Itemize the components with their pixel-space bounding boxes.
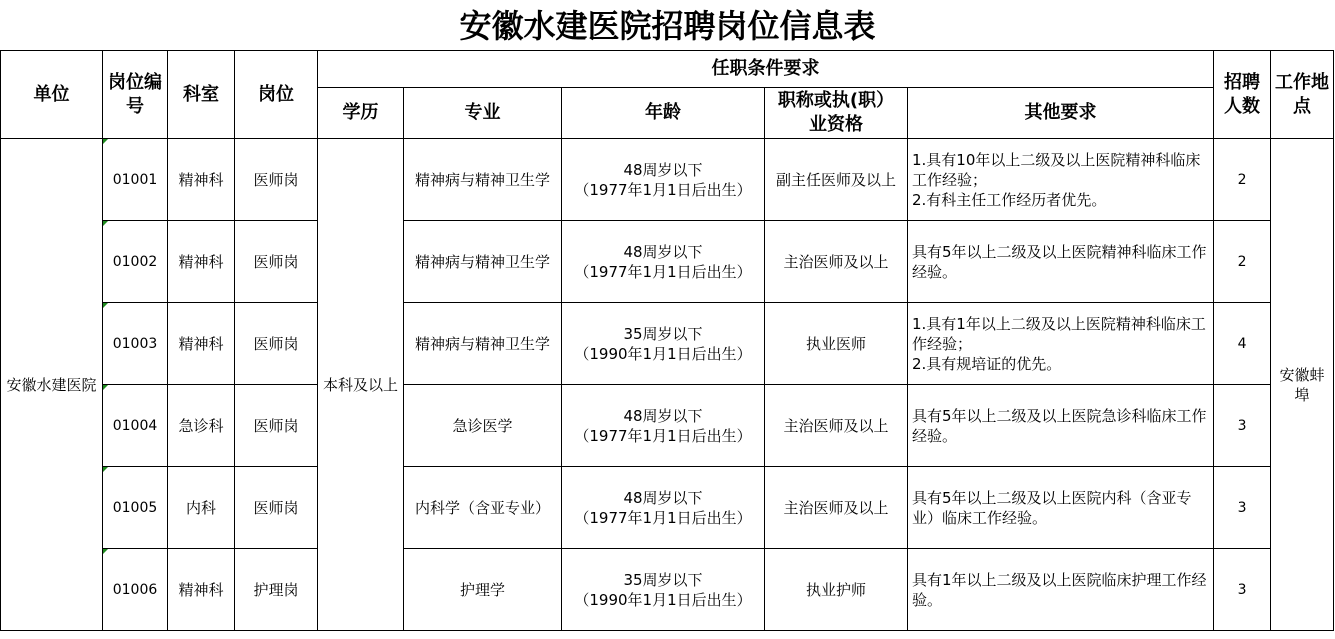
header-post: 岗位: [235, 51, 318, 139]
header-row-1: [1, 51, 1334, 88]
post-cell: 护理岗: [235, 549, 318, 631]
header-unit: 单位: [1, 51, 103, 139]
age-cell: [562, 303, 765, 385]
birth-date: （1977年1月1日后出生）: [574, 508, 752, 527]
dept-cell: 急诊科: [168, 385, 235, 467]
age-limit: 48周岁以下: [623, 242, 703, 261]
age-cell: [562, 139, 765, 221]
table-row: [1, 303, 1334, 385]
post-cell: 医师岗: [235, 303, 318, 385]
header-dept: 科室: [168, 51, 235, 139]
table-row: [1, 549, 1334, 631]
age-limit: 48周岁以下: [623, 406, 703, 425]
count-cell: 3: [1214, 385, 1271, 467]
post-cell: 医师岗: [235, 139, 318, 221]
header-qualification: 职称或执(职）业资格: [765, 88, 908, 139]
header-count: 招聘人数: [1214, 51, 1271, 139]
age-cell: [562, 549, 765, 631]
post-cell: 医师岗: [235, 385, 318, 467]
code-cell: 01001: [103, 139, 168, 221]
age-limit: 48周岁以下: [623, 160, 703, 179]
table-row: [1, 467, 1334, 549]
table-row: [1, 385, 1334, 467]
qualification-cell: 副主任医师及以上: [765, 139, 908, 221]
code-cell: 01004: [103, 385, 168, 467]
qualification-cell: 主治医师及以上: [765, 221, 908, 303]
birth-date: （1977年1月1日后出生）: [574, 262, 752, 281]
other-cell: [908, 549, 1214, 631]
code-cell: 01006: [103, 549, 168, 631]
header-education: 学历: [318, 88, 404, 139]
major-cell: 精神病与精神卫生学: [404, 303, 562, 385]
dept-cell: 精神科: [168, 221, 235, 303]
header-location: 工作地点: [1271, 51, 1334, 139]
other-req-2: 2.有科主任工作经历者优先。: [912, 190, 1107, 209]
age-limit: 35周岁以下: [623, 570, 703, 589]
dept-cell: 内科: [168, 467, 235, 549]
dept-cell: 精神科: [168, 303, 235, 385]
other-req-1: 具有1年以上二级及以上医院临床护理工作经验。: [912, 570, 1207, 609]
qualification-cell: 执业护师: [765, 549, 908, 631]
location-cell: 安徽蚌埠: [1271, 139, 1334, 631]
major-cell: 内科学（含亚专业）: [404, 467, 562, 549]
unit-cell: 安徽水建医院: [1, 139, 103, 631]
header-conditions: 任职条件要求: [318, 51, 1214, 88]
qualification-cell: 主治医师及以上: [765, 467, 908, 549]
count-cell: 2: [1214, 221, 1271, 303]
other-req-1: 具有5年以上二级及以上医院精神科临床工作经验。: [912, 242, 1207, 281]
other-req-1: 具有5年以上二级及以上医院急诊科临床工作经验。: [912, 406, 1207, 445]
post-cell: 医师岗: [235, 467, 318, 549]
other-cell: [908, 467, 1214, 549]
post-cell: 医师岗: [235, 221, 318, 303]
education-cell: 本科及以上: [318, 139, 404, 631]
other-cell: [908, 385, 1214, 467]
code-cell: 01005: [103, 467, 168, 549]
major-cell: 急诊医学: [404, 385, 562, 467]
other-req-1: 1.具有1年以上二级及以上医院精神科临床工作经验；: [912, 314, 1206, 353]
other-req-1: 具有5年以上二级及以上医院内科（含亚专业）临床工作经验。: [912, 488, 1192, 527]
major-cell: 精神病与精神卫生学: [404, 139, 562, 221]
header-other: 其他要求: [908, 88, 1214, 139]
age-cell: [562, 221, 765, 303]
other-req-1: 1.具有10年以上二级及以上医院精神科临床工作经验；: [912, 150, 1201, 189]
other-cell: [908, 303, 1214, 385]
birth-date: （1990年1月1日后出生）: [574, 344, 752, 363]
age-cell: [562, 467, 765, 549]
header-major: 专业: [404, 88, 562, 139]
header-code: 岗位编号: [103, 51, 168, 139]
qualification-cell: 执业医师: [765, 303, 908, 385]
page-title: 安徽水建医院招聘岗位信息表: [459, 7, 876, 45]
other-cell: [908, 139, 1214, 221]
birth-date: （1977年1月1日后出生）: [574, 180, 752, 199]
dept-cell: 精神科: [168, 549, 235, 631]
age-limit: 35周岁以下: [623, 324, 703, 343]
table-row: [1, 221, 1334, 303]
major-cell: 精神病与精神卫生学: [404, 221, 562, 303]
code-cell: 01003: [103, 303, 168, 385]
age-cell: [562, 385, 765, 467]
other-cell: [908, 221, 1214, 303]
count-cell: 3: [1214, 467, 1271, 549]
qualification-cell: 主治医师及以上: [765, 385, 908, 467]
age-limit: 48周岁以下: [623, 488, 703, 507]
count-cell: 3: [1214, 549, 1271, 631]
table-row: [1, 139, 1334, 221]
birth-date: （1977年1月1日后出生）: [574, 426, 752, 445]
code-cell: 01002: [103, 221, 168, 303]
dept-cell: 精神科: [168, 139, 235, 221]
major-cell: 护理学: [404, 549, 562, 631]
count-cell: 4: [1214, 303, 1271, 385]
positions-table: [0, 50, 1334, 631]
other-req-2: 2.具有规培证的优先。: [912, 354, 1062, 373]
header-age: 年龄: [562, 88, 765, 139]
count-cell: 2: [1214, 139, 1271, 221]
birth-date: （1990年1月1日后出生）: [574, 590, 752, 609]
